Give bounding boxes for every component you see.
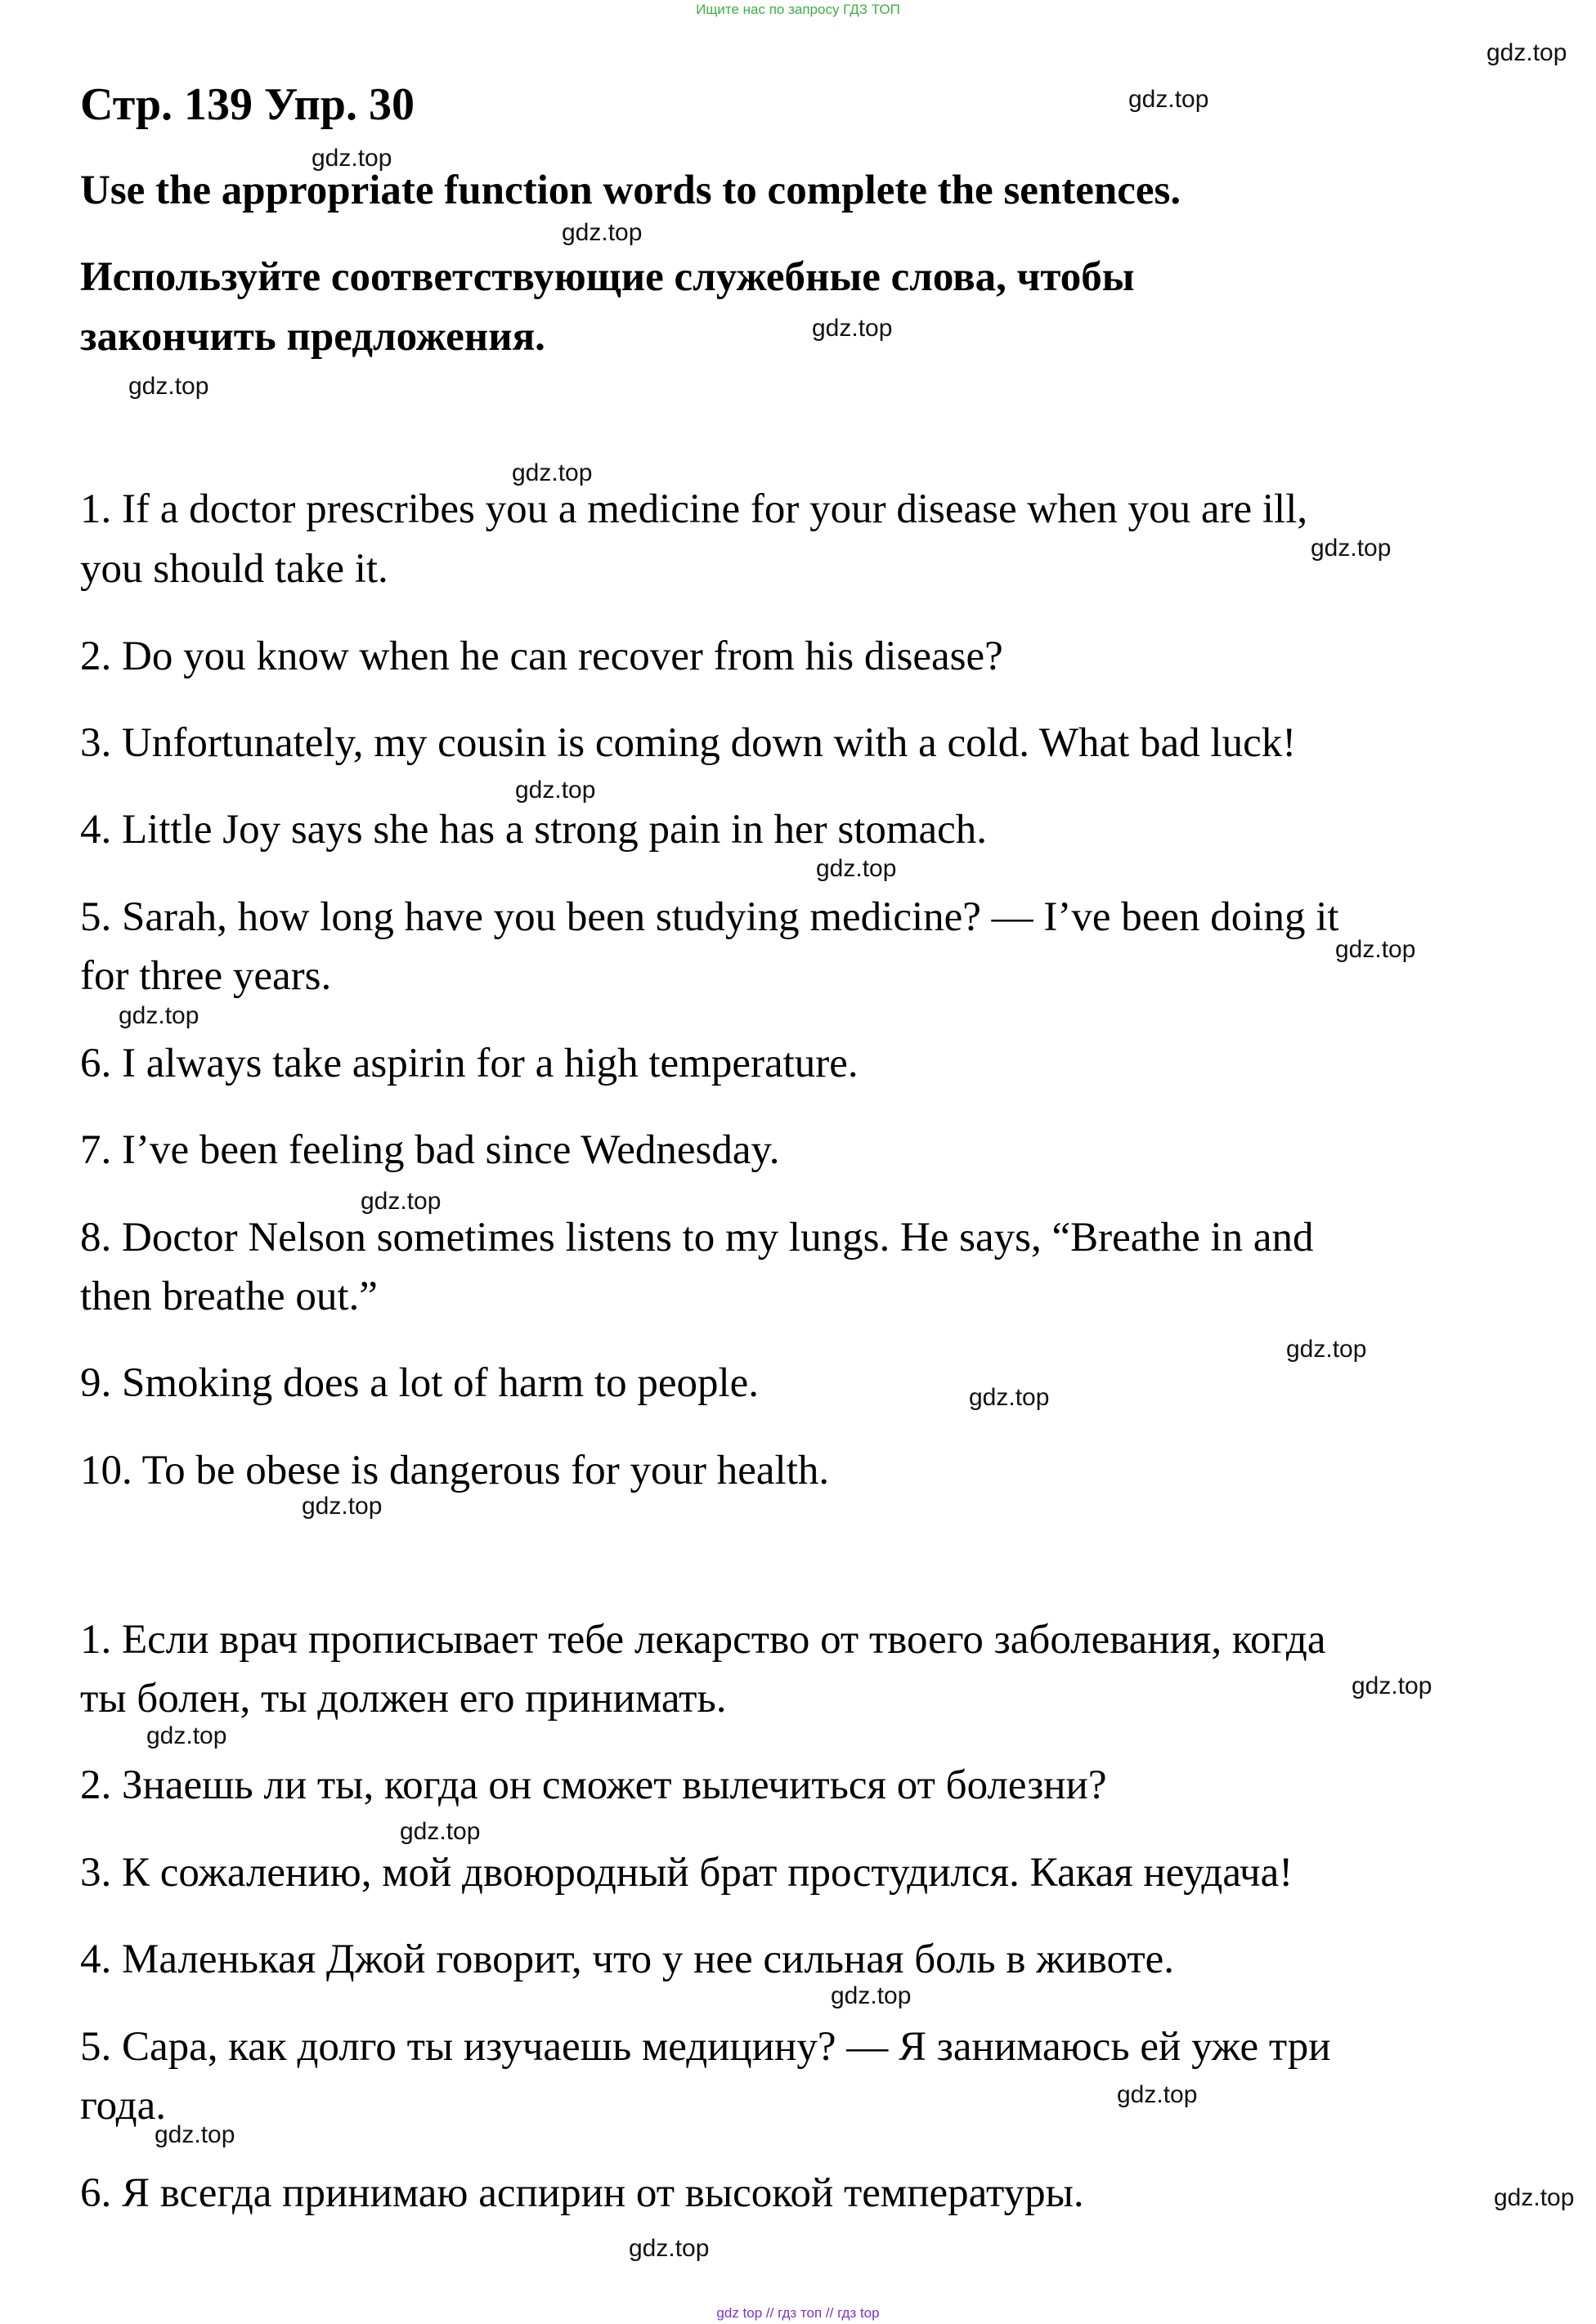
russian-sentence-6: 6. Я всегда принимаю аспирин от высокой температуры. — [80, 2170, 1084, 2216]
russian-sentence-1-line-1: 1. Если врач прописывает тебе лекарство от твоего заболевания, когда — [80, 1617, 1326, 1663]
watermark: gdz.top — [1128, 86, 1209, 113]
russian-sentence-4: 4. Маленькая Джой говорит, что у нее сильная боль в животе. — [80, 1937, 1175, 1982]
watermark: gdz.top — [629, 2235, 710, 2262]
watermark: gdz.top — [119, 1002, 200, 1029]
instruction-english: Use the appropriate function words to complete the sentences. — [80, 168, 1181, 213]
watermark: gdz.top — [400, 1818, 481, 1845]
page-title: Стр. 139 Упр. 30 — [80, 79, 415, 130]
english-sentence-1-line-2: you should take it. — [80, 546, 388, 592]
english-sentence-3: 3. Unfortunately, my cousin is coming down with a cold. What bad luck! — [80, 720, 1297, 766]
english-sentence-5-line-1: 5. Sarah, how long have you been studying medicine? — I’ve been doing it — [80, 894, 1339, 940]
russian-sentence-1-line-2: ты болен, ты должен его принимать. — [80, 1676, 727, 1722]
watermark: gdz.top — [361, 1188, 442, 1215]
russian-sentence-3: 3. К сожалению, мой двоюродный брат простудился. Какая неудача! — [80, 1850, 1293, 1896]
english-sentence-8-line-2: then breathe out.” — [80, 1274, 378, 1319]
watermark: gdz.top — [1311, 535, 1392, 562]
watermark: gdz.top — [1352, 1672, 1432, 1699]
watermark: gdz.top — [562, 219, 643, 246]
watermark: gdz.top — [831, 1982, 912, 2009]
english-sentence-8-line-1: 8. Doctor Nelson sometimes listens to my lungs. He says, “Breathe in and — [80, 1215, 1314, 1261]
watermark: gdz.top — [155, 2121, 235, 2148]
watermark: gdz.top — [1494, 2184, 1575, 2211]
english-sentence-2: 2. Do you know when he can recover from his disease? — [80, 634, 1003, 679]
watermark: gdz.top — [515, 777, 596, 804]
instruction-russian-line-1: Используйте соответствующие служебные слова, чтобы — [80, 254, 1135, 300]
english-sentence-5-line-2: for three years. — [80, 953, 332, 999]
watermark: gdz.top — [1486, 39, 1567, 66]
english-sentence-10: 10. To be obese is dangerous for your health. — [80, 1448, 830, 1493]
top-banner: Ищите нас по запросу ГДЗ ТОП — [696, 2, 900, 17]
russian-sentence-5-line-1: 5. Сара, как долго ты изучаешь медицину? — Я занимаюсь ей уже три — [80, 2024, 1331, 2070]
english-sentence-9: 9. Smoking does a lot of harm to people. — [80, 1360, 760, 1406]
watermark: gdz.top — [312, 145, 392, 172]
english-sentence-1-line-1: 1. If a doctor prescribes you a medicine for your disease when you are ill, — [80, 486, 1308, 532]
watermark: gdz.top — [512, 459, 593, 486]
watermark: gdz.top — [128, 373, 209, 400]
instruction-russian-line-2: закончить предложения. — [80, 314, 545, 360]
watermark: gdz.top — [969, 1384, 1050, 1411]
watermark: gdz.top — [302, 1493, 383, 1520]
watermark: gdz.top — [1335, 936, 1416, 963]
bottom-banner: gdz top // гдз топ // гдз top — [716, 2305, 880, 2321]
watermark: gdz.top — [812, 315, 893, 342]
watermark: gdz.top — [1286, 1336, 1367, 1363]
russian-sentence-5-line-2: года. — [80, 2083, 167, 2129]
english-sentence-4: 4. Little Joy says she has a strong pain in her stomach. — [80, 807, 988, 853]
watermark: gdz.top — [816, 855, 897, 882]
english-sentence-6: 6. I always take aspirin for a high temperature. — [80, 1041, 859, 1086]
watermark: gdz.top — [146, 1722, 227, 1749]
russian-sentence-2: 2. Знаешь ли ты, когда он сможет вылечиться от болезни? — [80, 1762, 1107, 1808]
watermark: gdz.top — [1117, 2081, 1198, 2108]
english-sentence-7: 7. I’ve been feeling bad since Wednesday. — [80, 1127, 780, 1173]
